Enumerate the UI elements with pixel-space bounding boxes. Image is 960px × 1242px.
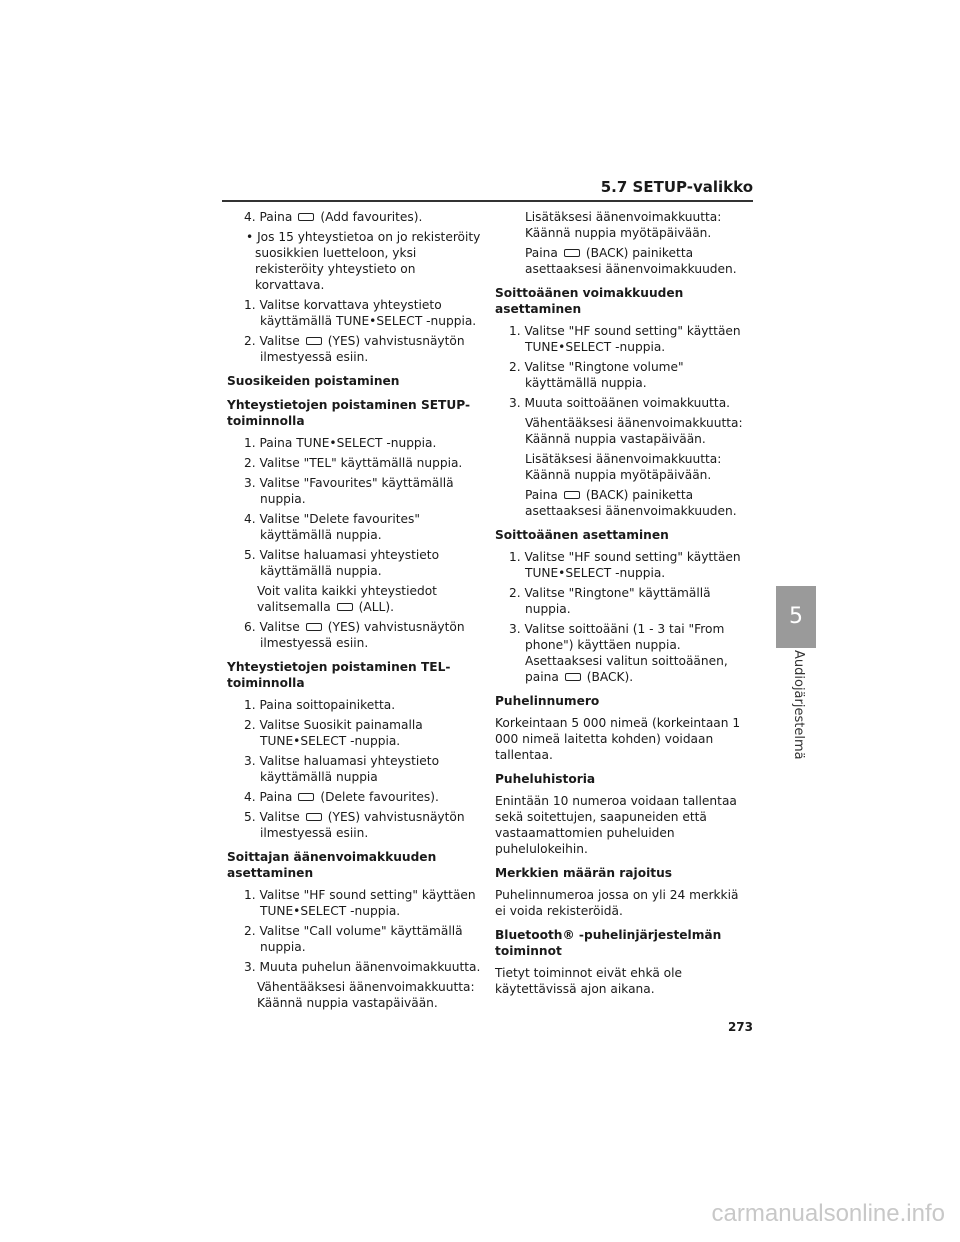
- list-item: 3. Muuta soittoäänen voimakkuutta.: [509, 396, 731, 410]
- list-subtext: Paina (BACK) painiketta asettaaksesi äänenvoimakkuuden.: [525, 246, 737, 276]
- button-icon: [564, 249, 580, 257]
- heading-delete-setup: Yhteystietojen poistaminen SETUP-toiminnolla: [227, 398, 471, 428]
- heading-delete-tel: Yhteystietojen poistaminen TEL-toiminnolla: [227, 660, 451, 690]
- chapter-tab: 5: [776, 586, 816, 648]
- heading-caller-volume: Soittajan äänenvoimakkuuden asettaminen: [227, 850, 437, 880]
- list-item: 3. Valitse soittoääni (1 - 3 tai "From phone") käyttäen nuppia. Asettaaksesi valitun soittoäänen, paina (BACK).: [509, 622, 728, 684]
- list-item: 2. Valitse "Call volume" käyttämällä nuppia.: [244, 924, 463, 954]
- button-icon: [565, 673, 581, 681]
- step-select-contact: 1. Valitse korvattava yhteystieto käyttämällä TUNE•SELECT -nuppia.: [244, 298, 477, 328]
- list-item: 6. Valitse (YES) vahvistusnäytön ilmestyessä esiin.: [244, 620, 465, 650]
- list-item: 1. Valitse "HF sound setting" käyttäen TUNE•SELECT -nuppia.: [509, 324, 741, 354]
- heading-call-history: Puheluhistoria: [495, 772, 596, 786]
- paragraph: Enintään 10 numeroa voidaan tallentaa sekä soitettujen, saapuneiden että vastaamattomien puheluiden puhelulokeihin.: [495, 794, 737, 856]
- list-item: 5. Valitse (YES) vahvistusnäytön ilmestyessä esiin.: [244, 810, 465, 840]
- list-item: 4. Valitse "Delete favourites" käyttämällä nuppia.: [244, 512, 420, 542]
- button-icon: [298, 793, 314, 801]
- button-icon: [298, 213, 314, 221]
- list-item: 5. Valitse haluamasi yhteystieto käyttämällä nuppia.: [244, 548, 440, 578]
- list-item: 1. Paina TUNE•SELECT -nuppia.: [244, 436, 437, 450]
- list-item: 3. Valitse "Favourites" käyttämällä nuppia.: [244, 476, 454, 506]
- step-confirm-yes: 2. Valitse (YES) vahvistusnäytön ilmestyessä esiin.: [244, 334, 465, 364]
- chapter-label: Audiojärjestelmä: [791, 650, 806, 760]
- list-item: 2. Valitse "Ringtone volume" käyttämällä nuppia.: [509, 360, 684, 390]
- right-column: [495, 209, 750, 1003]
- list-subtext: Lisätäksesi äänenvoimakkuutta: Käännä nuppia myötäpäivään.: [525, 210, 722, 240]
- note-bullet: • Jos 15 yhteystietoa on jo rekisteröity suosikkien luetteloon, yksi rekisteröity yhteystieto on korvattava.: [246, 230, 481, 292]
- page-header-title: 5.7 SETUP-valikko: [600, 178, 753, 196]
- paragraph: Korkeintaan 5 000 nimeä (korkeintaan 1 000 nimeä laitetta kohden) voidaan tallentaa.: [495, 716, 741, 762]
- list-item: 2. Valitse "Ringtone" käyttämällä nuppia.: [509, 586, 711, 616]
- heading-phone-number: Puhelinnumero: [495, 694, 600, 708]
- button-icon: [306, 623, 322, 631]
- paragraph: Tietyt toiminnot eivät ehkä ole käytettävissä ajon aikana.: [495, 966, 683, 996]
- list-item: 2. Valitse "TEL" käyttämällä nuppia.: [244, 456, 463, 470]
- left-column: [227, 209, 482, 1015]
- paragraph: Puhelinnumeroa jossa on yli 24 merkkiä ei voida rekisteröidä.: [495, 888, 739, 918]
- header-divider: [222, 200, 753, 202]
- page-number: 273: [727, 1020, 753, 1034]
- list-item: 2. Valitse Suosikit painamalla TUNE•SELECT -nuppia.: [244, 718, 423, 748]
- list-item: 3. Valitse haluamasi yhteystieto käyttämällä nuppia: [244, 754, 440, 784]
- list-subtext: Lisätäksesi äänenvoimakkuutta: Käännä nuppia myötäpäivään.: [525, 452, 722, 482]
- button-icon: [306, 813, 322, 821]
- list-item: 1. Paina soittopainiketta.: [244, 698, 396, 712]
- step-add-favourites: 4. Paina (Add favourites).: [244, 210, 423, 224]
- list-subtext: Vähentääksesi äänenvoimakkuutta: Käännä nuppia vastapäivään.: [257, 980, 475, 1010]
- list-subtext: Voit valita kaikki yhteystiedot valitsemalla (ALL).: [257, 584, 437, 614]
- heading-character-limit: Merkkien määrän rajoitus: [495, 866, 672, 880]
- list-item: 1. Valitse "HF sound setting" käyttäen TUNE•SELECT -nuppia.: [509, 550, 741, 580]
- watermark: carmanualsonline.info: [711, 1200, 945, 1227]
- button-icon: [564, 491, 580, 499]
- heading-ringtone: Soittoäänen asettaminen: [495, 528, 669, 542]
- heading-delete-favourites: Suosikeiden poistaminen: [227, 374, 400, 388]
- list-subtext: Vähentääksesi äänenvoimakkuutta: Käännä nuppia vastapäivään.: [525, 416, 743, 446]
- list-item: 1. Valitse "HF sound setting" käyttäen TUNE•SELECT -nuppia.: [244, 888, 476, 918]
- list-item: 3. Muuta puhelun äänenvoimakkuutta.: [244, 960, 481, 974]
- heading-ringtone-volume: Soittoäänen voimakkuuden asettaminen: [495, 286, 684, 316]
- list-subtext: Paina (BACK) painiketta asettaaksesi äänenvoimakkuuden.: [525, 488, 737, 518]
- button-icon: [337, 603, 353, 611]
- heading-bluetooth-functions: Bluetooth® -puhelinjärjestelmän toiminnot: [495, 928, 722, 958]
- button-icon: [306, 337, 322, 345]
- list-item: 4. Paina (Delete favourites).: [244, 790, 439, 804]
